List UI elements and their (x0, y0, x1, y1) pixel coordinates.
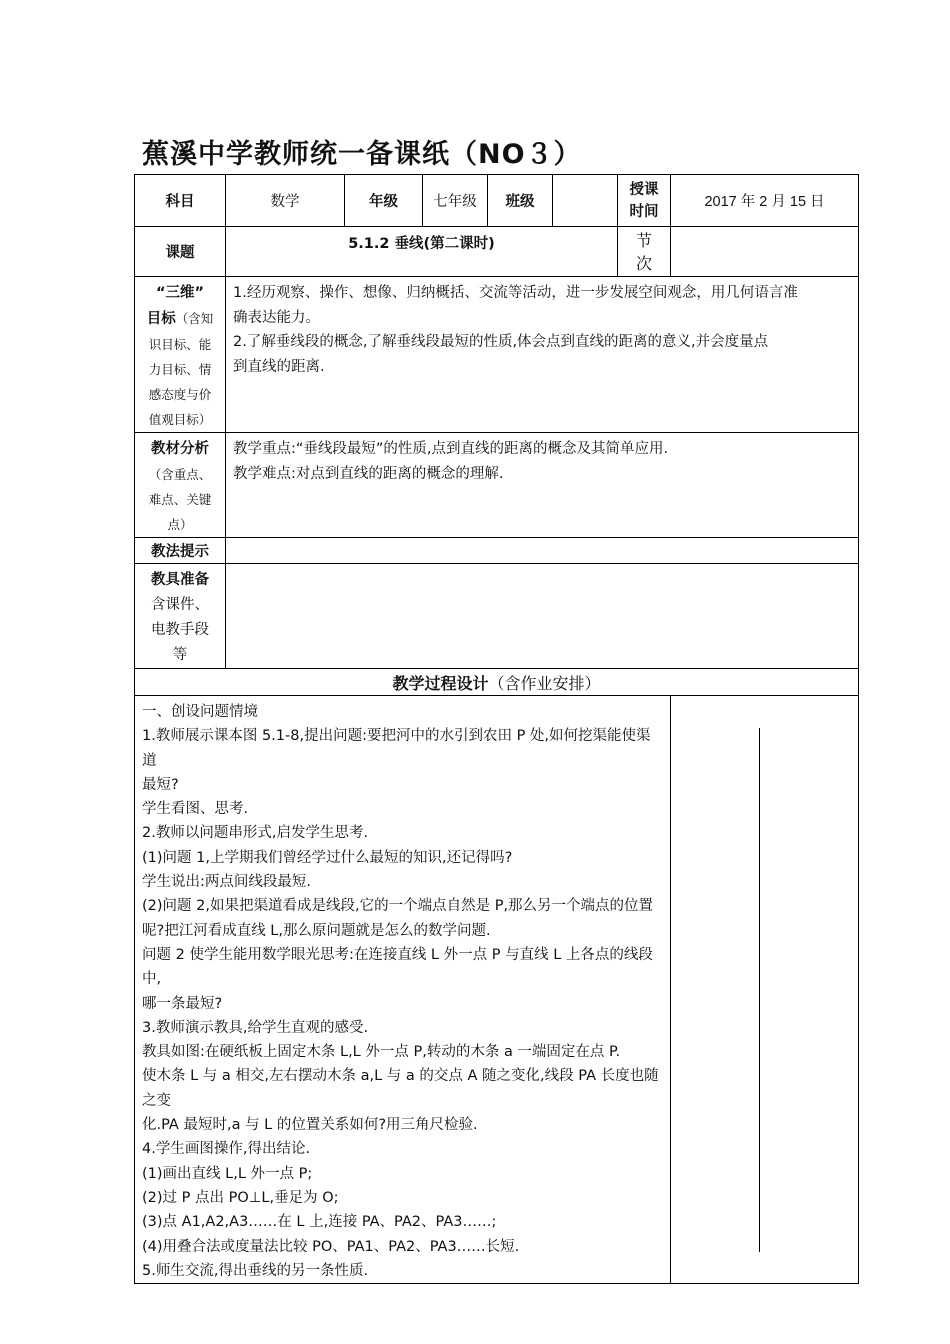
goals-label (135, 277, 226, 433)
process-line: 呢?把江河看成直线 L,那么原问题就是怎么的数学问题. (142, 922, 491, 939)
process-line: 学生看图、思考. (142, 801, 249, 818)
analysis-label (135, 433, 226, 538)
process-line: 2.教师以问题串形式,启发学生思考. (142, 825, 369, 842)
time-label-line2: 时间 (629, 203, 659, 220)
method-label: 教法提示 (135, 538, 226, 564)
process-line: 最短? (142, 776, 179, 793)
process-row (135, 696, 859, 1284)
lesson-value: 5.1.2 垂线(第二课时) (226, 227, 618, 277)
grade-label: 年级 (345, 175, 423, 227)
process-line: 5.师生交流,得出垂线的另一条性质. (142, 1262, 369, 1279)
process-line: 化.PA 最短时,a 与 L 的位置关系如何?用三角尺检验. (142, 1117, 478, 1134)
tools-label-sub1: 含课件、 (151, 597, 209, 613)
goals-label-sub1: （含知 (175, 311, 214, 326)
process-line: (1)画出直线 L,L 外一点 P; (142, 1165, 313, 1182)
process-line: 问题 2 使学生能用数学眼光思考:在连接直线 L 外一点 P 与直线 L 上各点的线段中, (142, 946, 653, 988)
tools-label (135, 564, 226, 669)
process-line: 4.学生画图操作,得出结论. (142, 1141, 311, 1158)
page-title: 蕉溪中学教师统一备课纸（NO３） (142, 139, 582, 170)
goals-line: 到直线的距离. (233, 358, 325, 375)
analysis-label-sub1: （含重点、 (148, 467, 212, 482)
period-label-line1: 节 (635, 230, 652, 250)
goals-content (226, 277, 859, 433)
process-line: 教具如图:在硬纸板上固定木条 L,L 外一点 P,转动的木条 a 一端固定在点 P. (142, 1044, 621, 1061)
subject-label: 科目 (135, 175, 226, 227)
method-row (135, 538, 859, 564)
process-line: 1.教师展示课本图 5.1-8,提出问题:要把河中的水引到农田 P 处,如何挖渠能使渠道 (142, 728, 651, 769)
process-line: (1)问题 1,上学期我们曾经学过什么最短的知识,还记得吗? (142, 849, 513, 866)
class-label: 班级 (488, 175, 553, 227)
time-label-line1: 授课 (629, 181, 659, 198)
process-heading-bold: 教学过程设计 (392, 673, 489, 693)
lesson-row (135, 227, 859, 277)
tools-row (135, 564, 859, 669)
analysis-label-sub2: 难点、关键 (148, 492, 212, 507)
goals-label-sub4: 感态度与价 (148, 387, 212, 402)
process-line: 3.教师演示教具,给学生直观的感受. (142, 1019, 369, 1036)
class-value (553, 175, 618, 227)
goals-label-sub2: 识目标、能 (148, 337, 212, 352)
process-line: (2)问题 2,如果把渠道看成是线段,它的一个端点自然是 P,那么另一个端点的位置 (142, 898, 654, 915)
goals-line: 2.了解垂线段的概念,了解垂线段最短的性质,体会点到直线的距离的意义,并会度量点 (233, 334, 769, 350)
analysis-content (226, 433, 859, 538)
time-label (618, 175, 671, 227)
period-label (618, 227, 671, 277)
header-row (135, 175, 859, 227)
process-side-note (759, 728, 858, 1252)
lesson-label: 课题 (135, 227, 226, 277)
goals-row (135, 277, 859, 433)
process-content (135, 696, 671, 1284)
analysis-row (135, 433, 859, 538)
method-value (226, 538, 859, 564)
process-line: (3)点 A1,A2,A3……在 L 上,连接 PA、PA2、PA3……; (142, 1214, 497, 1231)
time-value: 2017 年 2 月 15 日 (671, 175, 859, 227)
subject-value: 数学 (226, 175, 345, 227)
tools-label-sub2: 电教手段 (151, 622, 209, 638)
period-label-line2: 次 (635, 253, 652, 273)
period-value (671, 227, 859, 277)
process-line: 学生说出:两点间线段最短. (142, 874, 311, 891)
analysis-label-main: 教材分析 (151, 441, 209, 457)
grade-value: 七年级 (423, 175, 488, 227)
goals-label-sub3: 力目标、情 (148, 362, 212, 377)
tools-value (226, 564, 859, 669)
process-line: (4)用叠合法或度量法比较 PO、PA1、PA2、PA3……长短. (142, 1238, 520, 1255)
process-side (671, 696, 859, 1284)
analysis-line: 教学重点:“垂线段最短”的性质,点到直线的距离的概念及其简单应用. (233, 441, 669, 457)
goals-label-main: “三维” (155, 285, 205, 301)
process-heading-normal: （含作业安排） (488, 673, 601, 693)
process-heading-row (135, 669, 859, 696)
process-line: (2)过 P 点出 PO⊥L,垂足为 O; (142, 1189, 339, 1206)
lesson-plan-table (134, 174, 859, 1284)
process-line: 使木条 L 与 a 相交,左右摆动木条 a,L 与 a 的交点 A 随之变化,线段 PA 长度也随之变 (142, 1068, 659, 1109)
analysis-line: 教学难点:对点到直线的距离的概念的理解. (233, 465, 504, 482)
tools-label-main: 教具准备 (151, 572, 209, 588)
goals-line: 1.经历观察、操作、想像、归纳概括、交流等活动，进一步发展空间观念，用几何语言准 (233, 285, 798, 301)
tools-label-sub3: 等 (172, 647, 188, 663)
process-line: 哪一条最短? (142, 995, 223, 1012)
process-line: 一、创设问题情境 (142, 704, 258, 720)
goals-label-line2 (135, 306, 225, 332)
process-heading (135, 669, 859, 696)
goals-line: 确表达能力。 (233, 309, 320, 326)
goals-label-main2: 目标 (146, 311, 176, 327)
goals-label-sub5: 值观目标） (148, 412, 212, 427)
analysis-label-sub3: 点） (167, 517, 193, 532)
